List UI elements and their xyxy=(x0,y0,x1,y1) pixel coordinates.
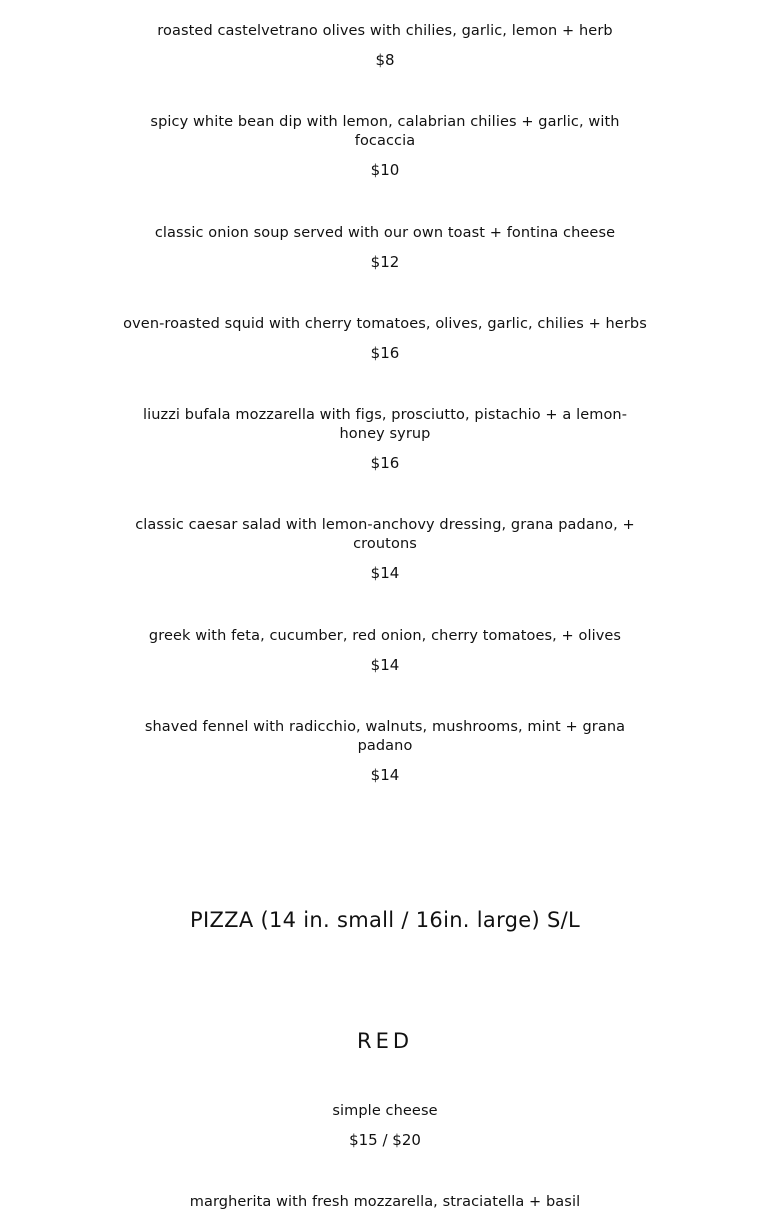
menu-item xyxy=(110,406,660,473)
red-section-title: RED xyxy=(356,1029,414,1053)
item-price: $15 / $20 xyxy=(349,1131,421,1149)
menu-item xyxy=(110,718,660,785)
item-description: liuzzi bufala mozzarella with figs, prosciutto, pistachio + a lemon-honey syrup xyxy=(142,407,628,442)
item-description: shaved fennel with radicchio, walnuts, mushrooms, mint + grana padano xyxy=(144,719,626,754)
item-description: oven-roasted squid with cherry tomatoes, olives, garlic, chilies + herbs xyxy=(123,316,647,332)
item-price: $14 xyxy=(370,656,400,674)
menu-item xyxy=(110,1102,660,1150)
item-price: $10 xyxy=(370,161,400,179)
item-description: classic onion soup served with our own toast + fontina cheese xyxy=(154,225,616,241)
menu-item xyxy=(110,315,660,363)
item-price: $14 xyxy=(370,766,400,784)
item-description: roasted castelvetrano olives with chilies, garlic, lemon + herb xyxy=(157,23,613,39)
pizza-section-title: PIZZA (14 in. small / 16in. large) S/L xyxy=(190,908,580,932)
item-price: $16 xyxy=(370,454,400,472)
item-price: $12 xyxy=(370,253,400,271)
item-description: simple cheese xyxy=(332,1103,438,1119)
item-price: $16 xyxy=(370,344,400,362)
menu-item xyxy=(110,22,660,70)
item-price: $8 xyxy=(375,51,395,69)
item-description: margherita with fresh mozzarella, straciatella + basil xyxy=(189,1194,581,1210)
menu-item xyxy=(110,516,660,583)
menu-item xyxy=(110,627,660,675)
menu-item xyxy=(110,113,660,180)
item-description: spicy white bean dip with lemon, calabrian chilies + garlic, with focaccia xyxy=(150,114,620,149)
menu-item xyxy=(110,224,660,272)
item-description: classic caesar salad with lemon-anchovy dressing, grana padano, + croutons xyxy=(135,517,635,552)
item-description: greek with feta, cucumber, red onion, cherry tomatoes, + olives xyxy=(148,628,622,644)
menu-item xyxy=(110,1193,660,1212)
item-price: $14 xyxy=(370,564,400,582)
